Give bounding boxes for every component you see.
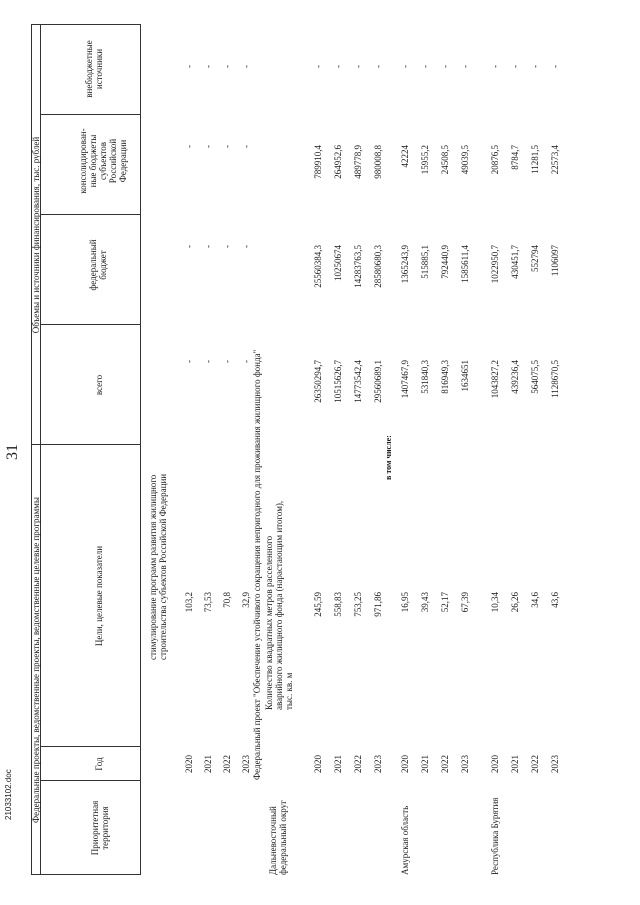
cell-goal: 26,26 — [510, 592, 520, 613]
cell-fed: 1106097 — [550, 245, 560, 277]
cell-total: 1407467,9 — [400, 360, 410, 399]
territory-far-east: Дальневосточный федеральный округ — [268, 800, 288, 875]
col-line-left — [31, 874, 141, 875]
cell-year: 2023 — [460, 755, 470, 773]
col-line-federal — [40, 214, 141, 215]
cell-goal: 67,39 — [460, 592, 470, 613]
cell-extra: - — [400, 65, 410, 68]
cell-year: 2020 — [490, 755, 500, 773]
cell-extra: - — [203, 65, 213, 68]
cell-total: - — [241, 360, 251, 363]
cell-year: 2021 — [333, 755, 343, 773]
cell-total: 26350294,7 — [313, 360, 323, 403]
cell-total: 1634651 — [460, 360, 470, 392]
cell-cons: 49039,5 — [460, 145, 470, 175]
cell-extra: - — [460, 65, 470, 68]
cell-fed: - — [222, 245, 232, 248]
cell-extra: - — [420, 65, 430, 68]
cell-year: 2021 — [203, 755, 213, 773]
cell-cons: 11281,5 — [530, 145, 540, 174]
header-goals: Цели, целевые показатели — [94, 545, 104, 647]
col-line-goals — [31, 444, 141, 445]
cell-fed: 1022950,7 — [490, 245, 500, 284]
document-id: 21033102.doc — [4, 769, 13, 820]
cell-year: 2023 — [373, 755, 383, 773]
col-line-year — [40, 746, 141, 747]
col-line-consolidated — [40, 114, 141, 115]
cell-total: 1128670,5 — [550, 360, 560, 398]
cell-fed: - — [184, 245, 194, 248]
cell-total: - — [203, 360, 213, 363]
cell-extra: - — [550, 65, 560, 68]
cell-extra: - — [490, 65, 500, 68]
cell-extra: - — [510, 65, 520, 68]
cell-fed: 552794 — [530, 245, 540, 272]
cell-fed: 28580680,3 — [373, 245, 383, 288]
cell-year: 2020 — [184, 755, 194, 773]
cell-extra: - — [353, 65, 363, 68]
col-line-territory — [40, 780, 141, 781]
territory-buryatia: Республика Бурятия — [490, 797, 500, 875]
cell-fed: 25560384,3 — [313, 245, 323, 288]
cell-goal: 16,95 — [400, 592, 410, 613]
cell-year: 2023 — [550, 755, 560, 773]
header-group-title: Федеральные проекты, ведомственные проекты, ведомственные целевые программы — [31, 497, 41, 823]
header-extra: внебюджетные источники — [84, 40, 104, 98]
cell-fed: - — [203, 245, 213, 248]
cell-total: 531840,3 — [420, 360, 430, 394]
cell-goal: 73,53 — [203, 592, 213, 613]
cell-goal: 39,43 — [420, 592, 430, 613]
header-total: всего — [94, 374, 104, 396]
territory-amur: Амурская область — [400, 805, 410, 875]
cell-extra: - — [440, 65, 450, 68]
cell-year: 2022 — [440, 755, 450, 773]
cell-cons: - — [203, 145, 213, 148]
header-funding-title: Объемы и источники финансирования, тыс. рублей — [31, 136, 41, 334]
cell-fed: 515885,1 — [420, 245, 430, 279]
cell-year: 2021 — [420, 755, 430, 773]
cell-goal: 43,6 — [550, 592, 560, 608]
cell-extra: - — [222, 65, 232, 68]
cell-goal: 52,17 — [440, 592, 450, 613]
header-territory: Приоритетная территория — [90, 800, 110, 856]
cell-fed: 14283763,5 — [353, 245, 363, 288]
col-line-total — [40, 324, 141, 325]
cell-cons: 264952,6 — [333, 145, 343, 179]
cell-goal: 70,8 — [222, 592, 232, 608]
cell-extra: - — [313, 65, 323, 68]
cell-total: 10515626,7 — [333, 360, 343, 403]
cell-year: 2021 — [510, 755, 520, 773]
header-bottom-border — [140, 25, 141, 875]
cell-extra: - — [333, 65, 343, 68]
cell-goal: 753,25 — [353, 592, 363, 617]
header-consolidated: консолидирован-ные бюджеты субъектов Российской Федерации — [78, 128, 128, 194]
cell-fed: 792440,9 — [440, 245, 450, 279]
cell-total: 564075,5 — [530, 360, 540, 394]
cell-cons: 8784,7 — [510, 145, 520, 170]
cell-goal: 34,6 — [530, 592, 540, 608]
cell-year: 2020 — [313, 755, 323, 773]
cell-cons: - — [241, 145, 251, 148]
cell-goal: 103,2 — [184, 592, 194, 613]
cell-goal: 971,86 — [373, 592, 383, 617]
cell-cons: 24508,5 — [440, 145, 450, 175]
cell-cons: 42224 — [400, 145, 410, 168]
cell-cons: 22573,4 — [550, 145, 560, 175]
cell-total: - — [184, 360, 194, 363]
cell-year: 2022 — [222, 755, 232, 773]
header-federal: федеральный бюджет — [88, 239, 108, 291]
cell-cons: 20876,5 — [490, 145, 500, 175]
cell-extra: - — [241, 65, 251, 68]
cell-total: 14773542,4 — [353, 360, 363, 403]
incl-label: в том числе: — [384, 435, 393, 480]
cell-goal: 245,59 — [313, 592, 323, 617]
cell-total: 1043827,2 — [490, 360, 500, 399]
cell-cons: - — [184, 145, 194, 148]
page-number: 31 — [4, 444, 21, 460]
cell-total: - — [222, 360, 232, 363]
cell-cons: 789910,4 — [313, 145, 323, 179]
cell-total: 816949,3 — [440, 360, 450, 394]
cell-cons: - — [222, 145, 232, 148]
cell-total: 29560689,1 — [373, 360, 383, 403]
cell-fed: 1365243,9 — [400, 245, 410, 284]
cell-year: 2020 — [400, 755, 410, 773]
cell-cons: 15955,2 — [420, 145, 430, 175]
cell-fed: 1585611,4 — [460, 245, 470, 283]
cell-cons: 489778,9 — [353, 145, 363, 179]
section2-title: Федеральный проект "Обеспечение устойчивого сокращения непригодного для проживания жилищного фонда" — [252, 349, 262, 780]
cell-total: 439236,4 — [510, 360, 520, 394]
cell-fed: - — [241, 245, 251, 248]
cell-fed: 430451,7 — [510, 245, 520, 279]
cell-extra: - — [530, 65, 540, 68]
header-year: Год — [94, 757, 104, 771]
section1-title: стимулирование программ развития жилищного строительства субъектов Российской Федерации — [148, 473, 168, 660]
cell-extra: - — [184, 65, 194, 68]
cell-year: 2022 — [353, 755, 363, 773]
col-line-right — [31, 24, 141, 25]
cell-fed: 10250674 — [333, 245, 343, 281]
cell-goal: 10,34 — [490, 592, 500, 613]
cell-goal: 558,83 — [333, 592, 343, 617]
cell-extra: - — [373, 65, 383, 68]
section2-indicator: Количество квадратных метров расселенного аварийного жилищного фонда (нарастающим итогом), тыс. кв. м — [264, 500, 294, 710]
cell-year: 2023 — [241, 755, 251, 773]
cell-goal: 32,9 — [241, 592, 251, 608]
cell-year: 2022 — [530, 755, 540, 773]
cell-cons: 980008,8 — [373, 145, 383, 179]
